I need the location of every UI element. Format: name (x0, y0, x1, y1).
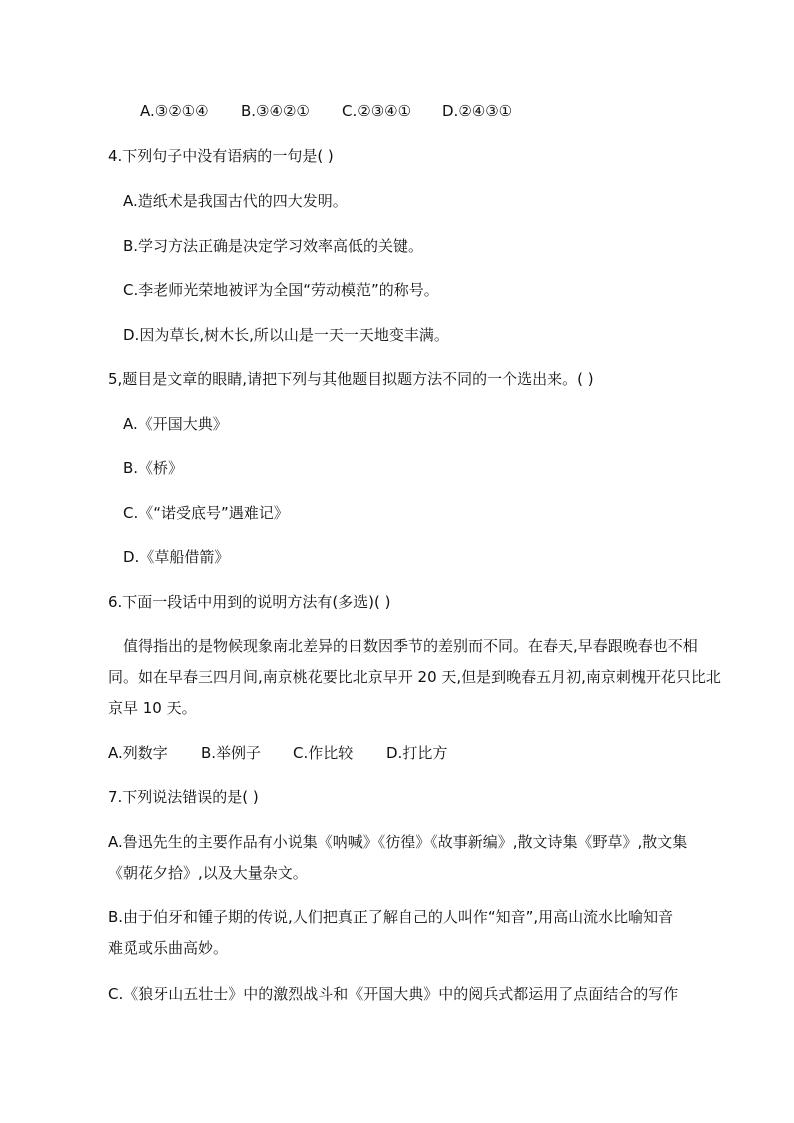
q3-option-d: D.②④③① (442, 102, 513, 120)
q4-option-c: C.李老师光荣地被评为全国“劳动模范”的称号。 (123, 281, 439, 299)
q7-stem: 7.下列说法错误的是( ) (108, 788, 259, 806)
q5-option-c: C.《“诺受底号”遇难记》 (123, 504, 289, 522)
q4-option-d: D.因为草长,树木长,所以山是一天一天地变丰满。 (123, 326, 449, 344)
q6-stem: 6.下面一段话中用到的说明方法有(多选)( ) (108, 593, 391, 611)
q5-option-b: B.《桥》 (123, 459, 184, 477)
q4-stem: 4.下列句子中没有语病的一句是( ) (108, 147, 334, 165)
q7-option-a-line-1: A.鲁迅先生的主要作品有小说集《呐喊》《彷徨》《故事新编》,散文诗集《野草》,散文集 (108, 833, 688, 851)
q7-option-a-line-2: 《朝花夕拾》,以及大量杂文。 (108, 864, 308, 882)
q7-option-b-line-2: 难觅或乐曲高妙。 (108, 939, 229, 957)
q7-option-c-line-1: C.《狼牙山五壮士》中的激烈战斗和《开国大典》中的阅兵式都运用了点面结合的写作 (108, 985, 679, 1003)
q3-option-a: A.③②①④ (140, 102, 209, 120)
q5-stem: 5,题目是文章的眼睛,请把下列与其他题目拟题方法不同的一个选出来。( ) (108, 370, 594, 388)
q6-option-b: B.举例子 (201, 744, 262, 762)
q7-option-b-line-1: B.由于伯牙和锺子期的传说,人们把真正了解自己的人叫作“知音”,用高山流水比喻知音 (108, 908, 674, 926)
q6-passage-line-3: 京早 10 天。 (108, 699, 197, 717)
q5-option-a: A.《开国大典》 (123, 415, 228, 433)
q6-passage-line-1: 值得指出的是物候现象南北差异的日数因季节的差别而不同。在春天,早春跟晚春也不相 (123, 637, 698, 655)
q3-option-c: C.②③④① (342, 102, 412, 120)
q4-option-b: B.学习方法正确是决定学习效率高低的关键。 (123, 237, 424, 255)
q4-option-a: A.造纸术是我国古代的四大发明。 (123, 192, 348, 210)
q3-options (140, 101, 512, 121)
q6-option-a: A.列数字 (108, 744, 168, 762)
q6-option-c: C.作比较 (293, 744, 354, 762)
q3-option-b: B.③④②① (241, 102, 310, 120)
q6-options (108, 743, 447, 763)
q6-option-d: D.打比方 (386, 744, 448, 762)
q6-passage-line-2: 同。如在早春三四月间,南京桃花要比北京早开 20 天,但是到晚春五月初,南京刺槐开花只比北 (108, 668, 721, 686)
q5-option-d: D.《草船借箭》 (123, 548, 230, 566)
